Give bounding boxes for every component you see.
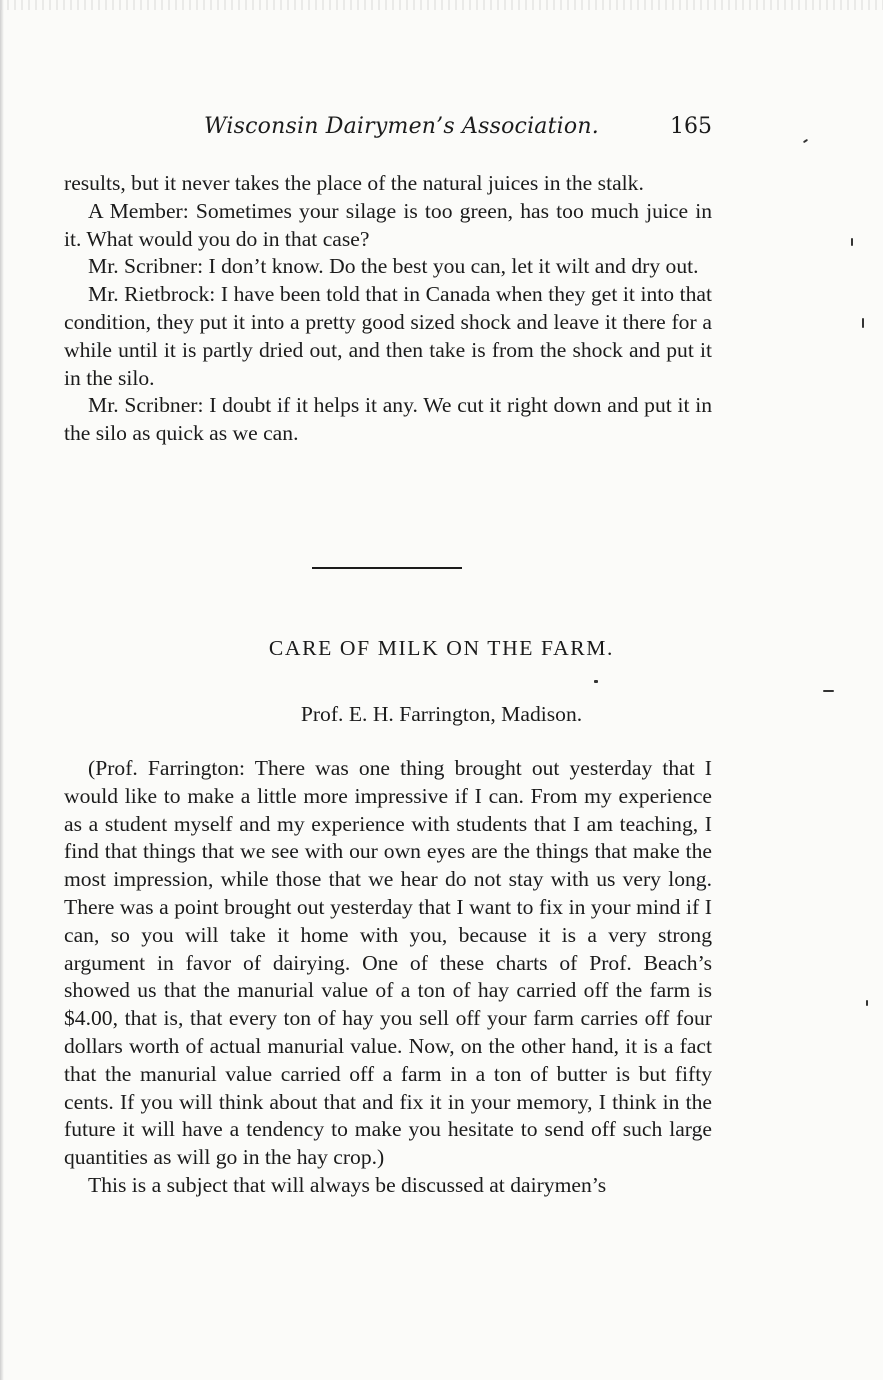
discussion-paragraph: A Member: Sometimes your silage is too green, has too much juice in it. What would you do in that case?	[64, 198, 712, 251]
running-head	[64, 114, 712, 150]
discussion-block	[64, 170, 712, 448]
running-title: Wisconsin Dairymen’s Association.	[204, 114, 599, 139]
discussion-paragraph: Mr. Scribner: I doubt if it helps it any. We cut it right down and put it in the silo as quick as we can.	[64, 393, 712, 446]
section-author: Prof. E. H. Farrington, Madison.	[300, 702, 583, 726]
section-title: CARE OF MILK ON THE FARM.	[268, 636, 615, 660]
scan-speck	[823, 690, 834, 692]
discussion-paragraph: results, but it never takes the place of the natural juices in the stalk.	[64, 171, 644, 195]
scan-speck	[594, 680, 598, 683]
page-binding-edge	[0, 0, 4, 1380]
scan-speck	[851, 238, 853, 246]
body-paragraph: (Prof. Farrington: There was one thing brought out yesterday that I would like to make a little more impressive if I can. From my experience as a student myself and my experience with students that I am teaching, I find that things that we see with our own eyes are the things that make the most impression, while those that we hear do not stay with us very long. There was a point brought out yesterday that I want to fix in your mind if I can, so you will take it home with you, because it is a very strong argument in favor of dairying. One of these charts of Prof. Beach’s showed us that the manurial value of a ton of hay carried off the farm is $4.00, that is, that every ton of hay you sell off your farm carries off four dollars worth of actual manurial value. Now, on the other hand, it is a fact that the manurial value carried off a farm in a ton of butter is but fifty cents. If you will think about that and fix it in your memory, I think in the future it will have a tendency to make you hesitate to send off such large quantities as will go in the hay crop.)	[64, 756, 712, 1170]
body-block	[64, 755, 712, 1200]
section-divider	[312, 567, 462, 569]
scan-speck	[866, 1000, 868, 1006]
scan-speck	[803, 139, 808, 144]
scan-edge-noise	[0, 0, 883, 10]
discussion-paragraph: Mr. Rietbrock: I have been told that in Canada when they get it into that condition, they put it into a pretty good sized shock and leave it there for a while until it is partly dried out, and then take is from the shock and put it in the silo.	[64, 282, 712, 390]
discussion-paragraph: Mr. Scribner: I don’t know. Do the best you can, let it wilt and dry out.	[88, 254, 699, 279]
page-number: 165	[670, 114, 712, 139]
scan-speck	[862, 318, 864, 328]
body-paragraph: This is a subject that will always be discussed at dairymen’s	[88, 1172, 607, 1197]
